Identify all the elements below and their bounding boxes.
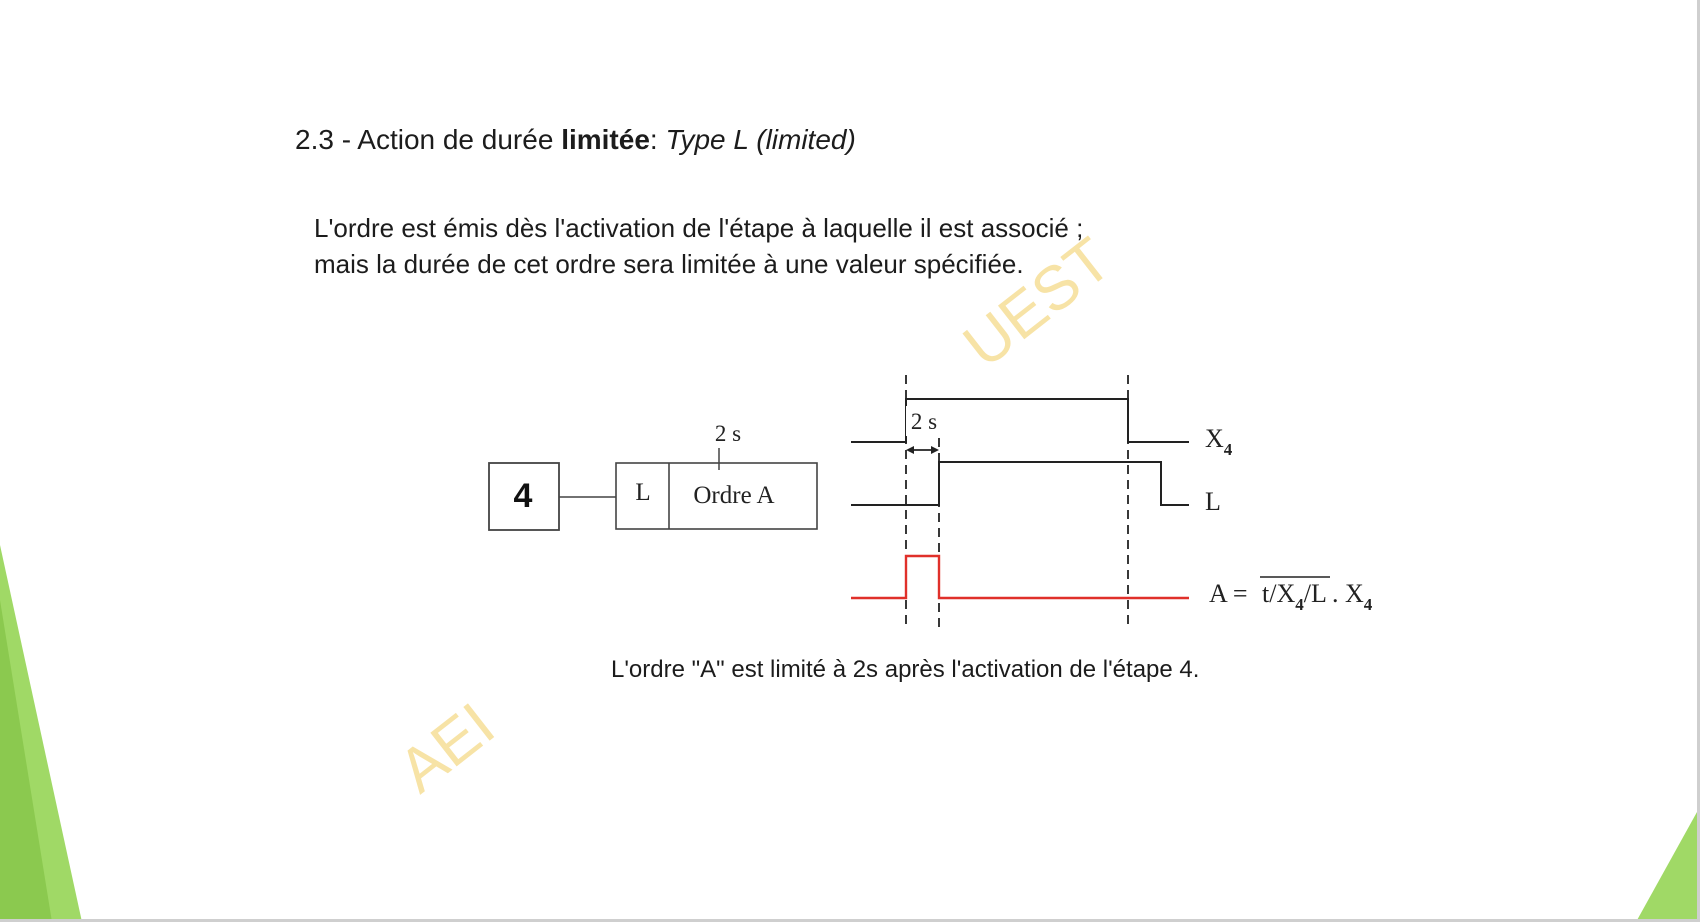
equation-rhs: . $X_4$ [1332,579,1373,614]
signal-x4-label: $X_4$ [1205,424,1233,459]
action-qualifier: L [635,479,651,506]
signal-l [851,462,1189,505]
arrow-head-right [931,446,939,454]
action-label: Ordre A [693,482,775,509]
title-italic: Type L (limited) [665,124,856,155]
paragraph-line-1: L'ordre est émis dès l'activation de l'étape à laquelle il est associé ; [314,213,1084,243]
chronogram-duration-label: 2 s [910,409,938,434]
figure-caption: L'ordre "A" est limité à 2s après l'activation de l'étape 4. [611,656,1200,683]
title-prefix: 2.3 - Action de durée [295,124,562,155]
watermark-text-left: AEI [386,690,508,807]
arrow-head-left [906,446,914,454]
duration-label: 2 s [714,421,742,446]
watermark-text-right: UEST [951,224,1124,382]
title-bold-word: limitée [561,124,650,155]
paragraph-line-2: mais la durée de cet ordre sera limitée à une valeur spécifiée. [314,249,1024,279]
title-separator: : [649,124,666,155]
equation-overlined-term: $t/X_4/L$ [1262,579,1327,614]
equation-lhs: A = [1209,579,1248,608]
signal-x4 [851,399,1189,442]
step-number: 4 [513,477,533,515]
signal-a [851,556,1189,598]
signal-l-label: L [1205,487,1221,516]
